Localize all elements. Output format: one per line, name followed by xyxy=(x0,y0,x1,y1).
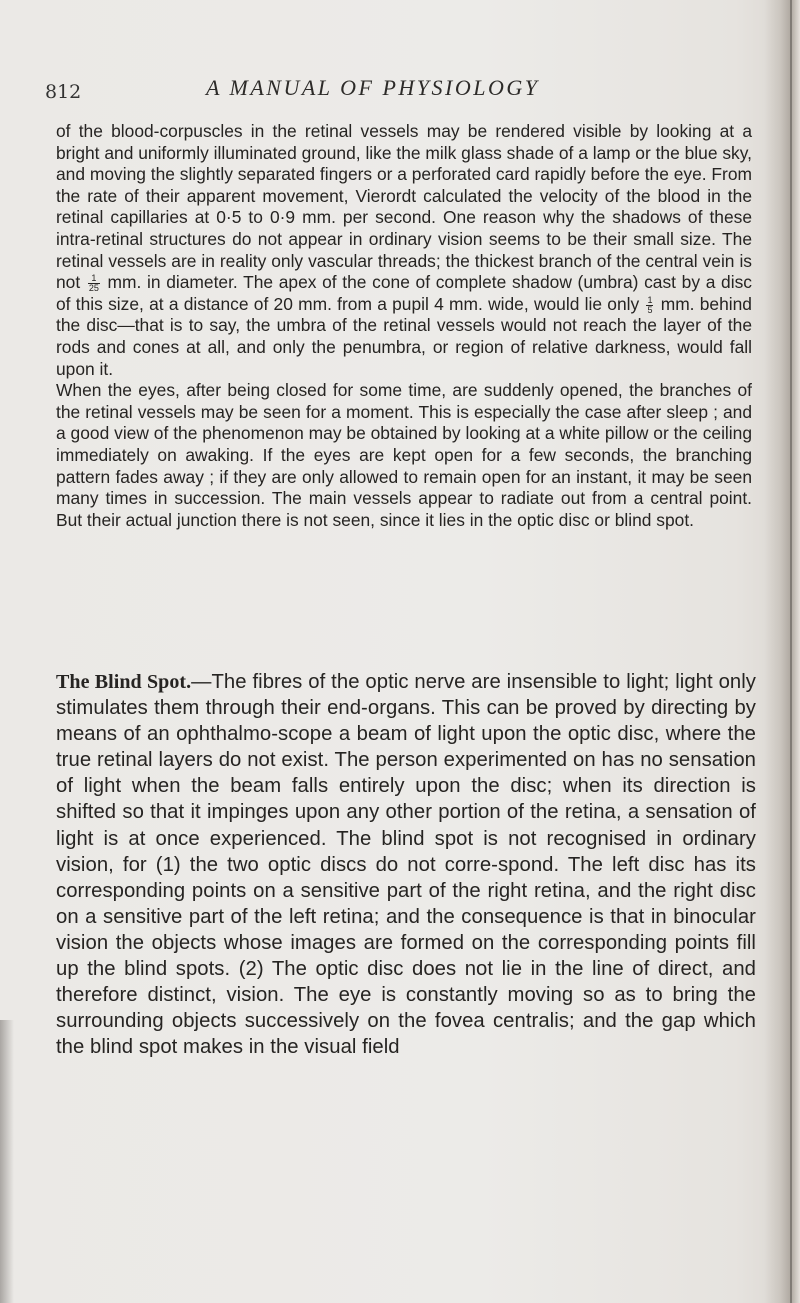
fraction-denominator: 5 xyxy=(647,304,653,315)
paragraph-text-part-2: mm. in diameter. The apex of the cone of complete shadow (umbra) cast by a disc of this size, at a distance of 20 mm. from a pupil 4 mm. wide, would lie only xyxy=(56,272,752,314)
fraction-numerator: 1 xyxy=(88,274,100,284)
paragraph-blood-corpuscles xyxy=(56,121,752,380)
body-text-large xyxy=(56,669,756,1060)
running-title: A MANUAL OF PHYSIOLOGY xyxy=(206,75,540,100)
page-number: 812 xyxy=(45,81,82,103)
paragraph-blind-spot-text: —The fibres of the optic nerve are insensible to light; light only stimulates them through their end-organs. This can be proved by directing by means of an ophthalmo-scope a beam of light upon the optic disc, where the true retinal layers do not exist. The person experimented on has no sensation of light when the beam falls entirely upon the disc; when its direction is shifted so that it impinges upon any other portion of the retina, a sensation of light is at once experienced. The blind spot is not recognised in ordinary vision, for (1) the two optic discs do not corre-spond. The left disc has its corresponding points on a sensitive part of the right retina, and the right disc on a sensitive part of the left retina; and the consequence is that in binocular vision the objects whose images are formed on the corresponding points fill up the blind spots. (2) The optic disc does not lie in the line of direct, and therefore distinct, vision. The eye is constantly moving so as to bring the surrounding objects successively on the fovea centralis; and the gap which the blind spot makes in the visual field xyxy=(56,671,756,1059)
page-binding-edge xyxy=(764,0,800,1303)
paragraph-text-part-3: mm. behind the disc—that is to say, the umbra of the retinal vessels would not reach the layer of the rods and cones at all, and only the penumbra, or region of relative darkness, would fall upon it. xyxy=(56,293,752,379)
fraction-denominator: 25 xyxy=(88,283,99,294)
fraction-numerator: 1 xyxy=(647,294,653,305)
section-heading-blind-spot: The Blind Spot. xyxy=(56,671,192,693)
fraction-one-twenty-fifth xyxy=(88,274,100,293)
page-header xyxy=(45,67,745,107)
body-text-small xyxy=(56,121,752,531)
paragraph-text-part-1: of the blood-corpuscles in the retinal vessels may be rendered visible by looking at a bright and uniformly illuminated ground, like the milk glass shade of a lamp or the blue sky, and moving the slightly separated fingers or a perforated card rapidly before the eye. From the rate of their apparent movement, Vierordt calculated the velocity of the blood in the retinal capillaries at 0·5 to 0·9 mm. per second. One reason why the shadows of these intra-retinal structures do not appear in ordinary vision seems to be their small size. The retinal vessels are in reality only vascular threads; the thickest branch of the central vein is not xyxy=(56,121,752,293)
paragraph-retinal-vessels: When the eyes, after being closed for some time, are suddenly opened, the branches of the retinal vessels may be seen for a moment. This is especially the case after sleep ; and a good view of the phenomenon may be obtained by looking at a white pillow or the ceiling immediately on awaking. If the eyes are kept open for a few seconds, the branching pattern fades away ; if they are only allowed to remain open for an instant, it may be seen many times in succession. The main vessels appear to radiate out from a central point. But their actual junction there is not seen, since it lies in the optic disc or blind spot. xyxy=(56,380,752,530)
fraction-one-fifth xyxy=(646,296,653,315)
paragraph-blind-spot xyxy=(56,669,756,1060)
page-shadow-edge xyxy=(0,1020,14,1303)
